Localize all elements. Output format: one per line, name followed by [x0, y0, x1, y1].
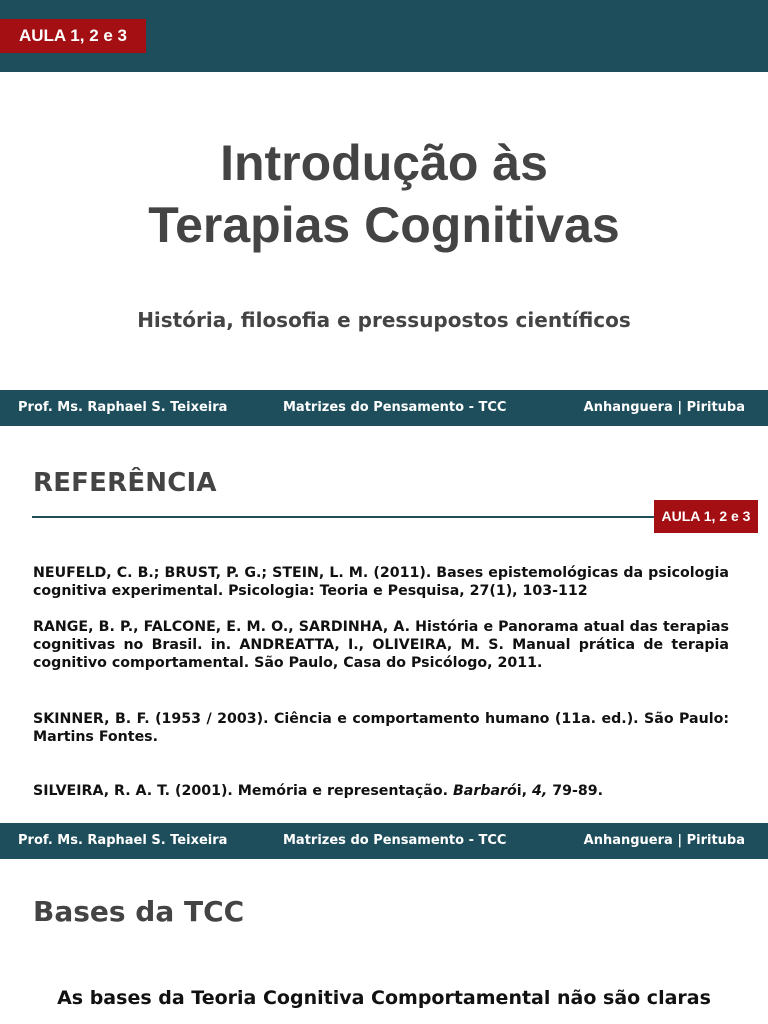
title-slide	[0, 0, 768, 426]
reference-volume: 4,	[532, 783, 548, 799]
heading-divider	[32, 516, 654, 518]
bases-text: As bases da Teoria Cognitiva Comportamental não são claras	[57, 987, 711, 1009]
lesson-badge: AULA 1, 2 e 3	[654, 500, 758, 533]
footer-course: Matrizes do Pensamento - TCC	[283, 400, 507, 415]
slide-footer	[0, 390, 768, 426]
bases-slide	[0, 859, 768, 1024]
reference-item: SKINNER, B. F. (1953 / 2003). Ciência e comportamento humano (11a. ed.). São Paulo: Martins Fontes.	[33, 711, 729, 745]
slide-footer	[0, 823, 768, 859]
reference-pages: 79-89.	[547, 783, 603, 799]
footer-author: Prof. Ms. Raphael S. Teixeira	[18, 400, 228, 415]
reference-journal-tail: i,	[516, 783, 532, 799]
footer-course: Matrizes do Pensamento - TCC	[283, 833, 507, 848]
reference-item: RANGE, B. P., FALCONE, E. M. O., SARDINHA, A. História e Panorama atual das terapias cognitivas no Brasil. in. ANDREATTA, I., OLIVEIRA, M. S. Manual prática de terapia cognitivo comportamental. São Paulo, Casa do Psicólogo, 2011.	[33, 619, 729, 671]
slide-title-line-2: Terapias Cognitivas	[148, 197, 620, 253]
reference-prefix: SILVEIRA, R. A. T. (2001). Memória e representação.	[33, 783, 453, 799]
footer-author: Prof. Ms. Raphael S. Teixeira	[18, 833, 228, 848]
reference-item	[33, 782, 729, 800]
slide-title-line-1: Introdução às	[220, 135, 548, 191]
slide-subtitle: História, filosofia e pressupostos científicos	[137, 308, 631, 332]
lesson-badge: AULA 1, 2 e 3	[0, 19, 146, 53]
slide-title	[0, 132, 768, 256]
footer-institution: Anhanguera | Pirituba	[583, 833, 745, 848]
bases-heading: Bases da TCC	[33, 895, 245, 928]
references-slide	[0, 426, 768, 823]
reference-item: NEUFELD, C. B.; BRUST, P. G.; STEIN, L. M. (2011). Bases epistemológicas da psicologia cognitiva experimental. Psicologia: Teoria e Pesquisa, 27(1), 103-112	[33, 565, 729, 599]
references-heading: REFERÊNCIA	[33, 468, 217, 498]
footer-institution: Anhanguera | Pirituba	[583, 400, 745, 415]
reference-journal: Barbaró	[452, 783, 517, 799]
